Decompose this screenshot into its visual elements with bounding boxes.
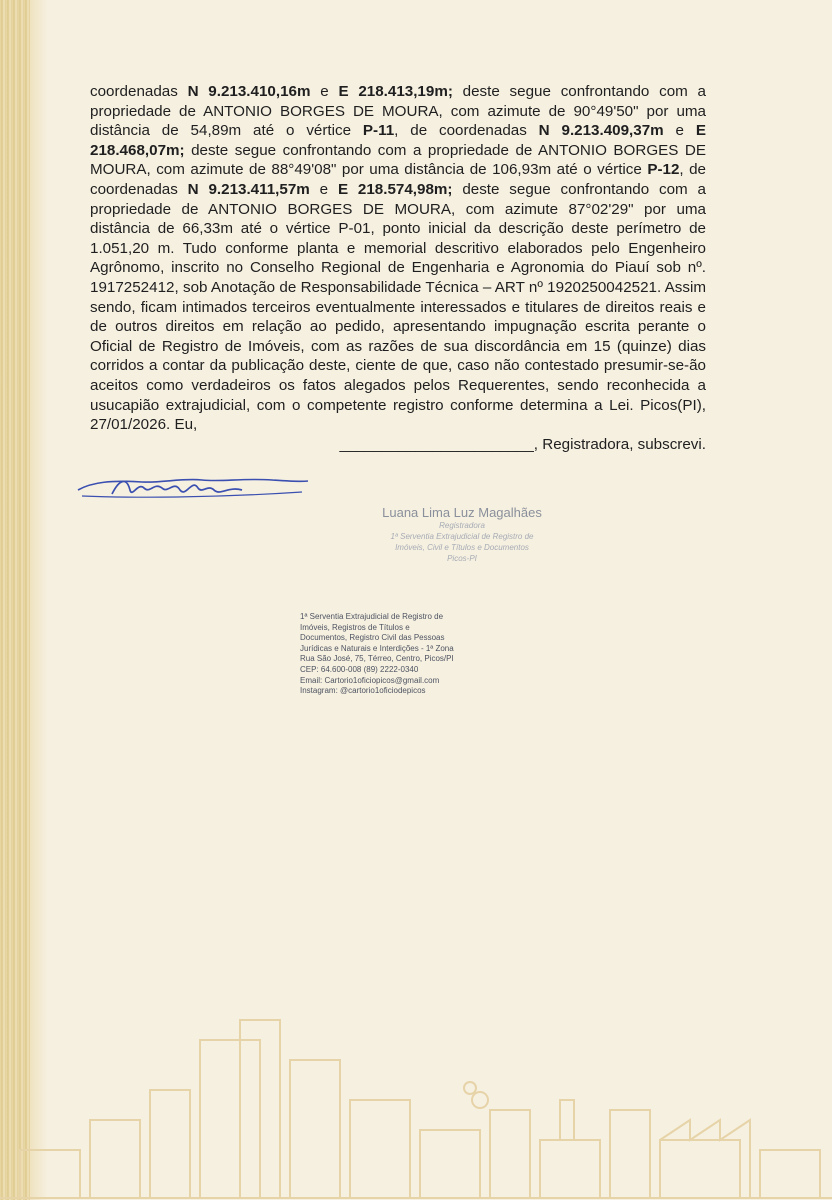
coordinate-e: E 218.468,07m; [90, 122, 706, 159]
document-body [90, 82, 706, 454]
closing-line: _______________________, Registradora, subscrevi. [339, 435, 706, 453]
office-line: Jurídicas e Naturais e Interdições - 1ª Zona [300, 643, 454, 653]
office-instagram: Instagram: @cartorio1oficiodepicos [300, 686, 426, 696]
coordinate-e: E 218.574,98m; [337, 180, 453, 198]
coordinate-n: N 9.213.409,37m [538, 122, 664, 140]
coordinate-n: N 9.213.411,57m [187, 180, 310, 198]
office-line: Imóveis, Registros de Títulos e [300, 622, 410, 632]
office-line: 1ª Serventia Extrajudicial de Registro de [300, 612, 444, 621]
stamp-role: Registradora [439, 521, 485, 530]
stamp-name: Luana Lima Luz Magalhães [382, 505, 542, 520]
office-address: Rua São José, 75, Térreo, Centro, Picos/PI [300, 654, 454, 664]
registrar-stamp [352, 505, 572, 564]
stamp-line: Picos-PI [447, 554, 477, 563]
office-phone: CEP: 64.600-008 (89) 2222-0340 [300, 664, 419, 674]
vertex-label: P-12 [647, 161, 680, 179]
handwritten-signature [72, 468, 312, 502]
vertex-label: P-11 [362, 122, 395, 140]
body-paragraph: coordenadas N 9.213.410,16m e E 218.413,19m; deste segue confrontando com a propriedade de ANTONIO BORGES DE MOURA, com azimute de 90°49'50" por uma distância de 54,89m até o vértice P-11, de coordenadas N 9.213.409,37m e E 218.468,07m; deste segue confrontando com a propriedade de ANTONIO BORGES DE MOURA, com azimute de 88°49'08" por uma distância de 106,93m até o vértice P-12, de coordenadas N 9.213.411,57m e E 218.574,98m; deste segue confrontando com a propriedade de ANTONIO BORGES DE MOURA, com azimute 87°02'29" por uma distância de 66,33m até o vértice P-01, ponto inicial da descrição deste perímetro de 1.051,20 m. Tudo conforme planta e memorial descritivo elaborados pelo Engenheiro Agrônomo, inscrito no Conselho Regional de Engenharia e Agronomia do Piauí sob nº. 1917252412, sob Anotação de Responsabilidade Técnica – ART nº 1920250042521. Assim sendo, ficam intimados terceiros eventualmente interessados e titulares de direitos reais e de outros direitos em relação ao pedido, apresentando impugnação escrita perante o Oficial de Registro de Imóveis, com as razões de sua discordância em 15 (quinze) dias corridos a contar da publicação deste, ciente de que, caso não contestado presumir-se-ão aceitos como verdadeiros os fatos alegados pelos Requerentes, sendo reconhecida a usucapião extrajudicial, com o competente registro conforme determina a Lei. Picos(PI), 27/01/2026. Eu, [90, 83, 706, 434]
office-line: Documentos, Registro Civil das Pessoas [300, 633, 445, 643]
coordinate-e: E 218.413,19m; [338, 83, 453, 100]
office-email: Email: Cartorio1oficiopicos@gmail.com [300, 675, 440, 685]
office-contact-block [300, 612, 510, 697]
stamp-line: 1ª Serventia Extrajudicial de Registro de [390, 532, 534, 541]
city-skyline-watermark [0, 1000, 832, 1200]
stamp-line: Imóveis, Civil e Títulos e Documentos [395, 543, 529, 552]
coordinate-n: N 9.213.410,16m [187, 83, 311, 100]
